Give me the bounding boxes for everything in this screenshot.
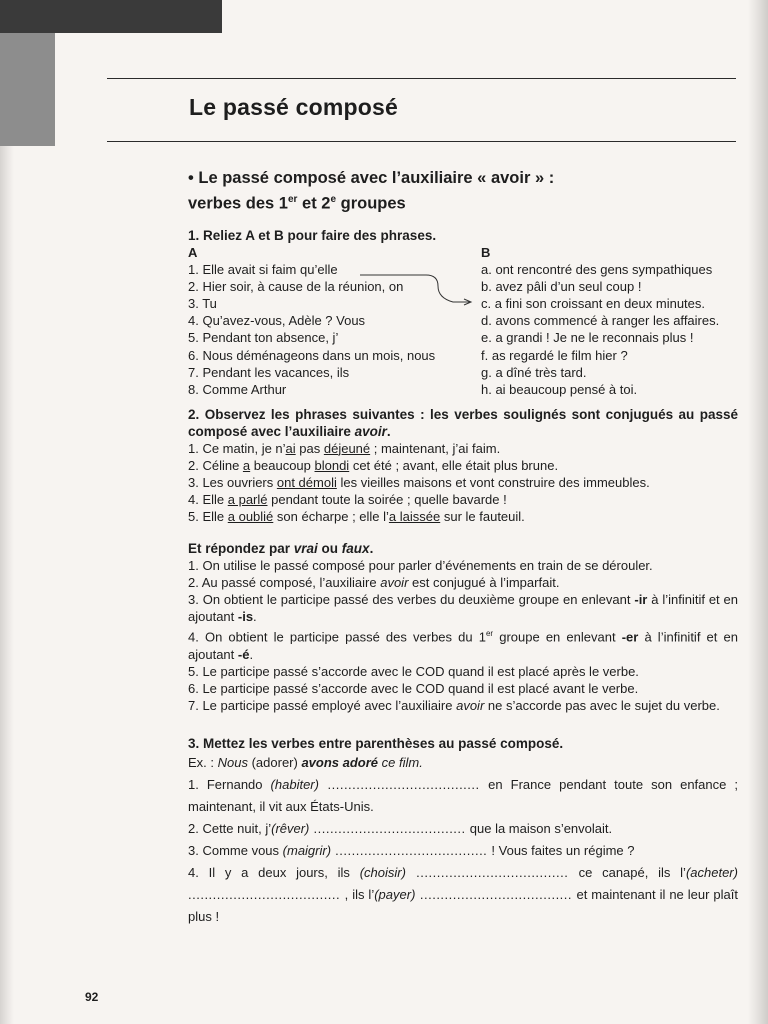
answer-blank[interactable]: ..................................... xyxy=(188,886,345,902)
list-item: b. avez pâli d’un seul coup ! xyxy=(481,278,642,294)
bold-text: -er xyxy=(621,629,639,645)
text: à l’infinitif et en ajoutant xyxy=(188,629,738,662)
exercise-2-title xyxy=(188,406,738,440)
column-a-head: A xyxy=(188,244,198,260)
true-false-list xyxy=(188,557,738,715)
text: 3. On obtient le participe passé des verbes du deuxième groupe en enlevant xyxy=(188,591,635,607)
text: pas xyxy=(295,440,324,456)
text: 5. Elle xyxy=(188,509,228,525)
text: et maintenant il ne leur plaît plus ! xyxy=(188,886,738,924)
list-item: d. avons commencé à ranger les affaires. xyxy=(481,313,720,329)
answer-blank[interactable]: ..................................... xyxy=(318,776,489,792)
text: est conjugué à l’imparfait. xyxy=(408,574,560,590)
page-content xyxy=(188,168,738,928)
text: ce canapé, ils l’ xyxy=(578,864,686,880)
section-title-part: verbes des 1 xyxy=(188,194,288,213)
italic-text: avoir xyxy=(456,698,485,714)
answer-blank[interactable]: ..................................... xyxy=(405,864,579,880)
underlined-verb: a oublié xyxy=(227,509,274,525)
bold-text: -é xyxy=(237,646,250,662)
list-item: 2. Hier soir, à cause de la réunion, on xyxy=(188,278,404,294)
answer-blank[interactable]: ..................................... xyxy=(415,886,577,902)
list-item xyxy=(188,697,738,714)
underlined-verb: a laissée xyxy=(388,509,441,525)
list-item: e. a grandi ! Je ne le reconnais plus ! xyxy=(481,330,694,346)
title-text: . xyxy=(386,423,391,439)
text: (adorer) xyxy=(247,754,302,770)
exercise-3-title: 3. Mettez les verbes entre parenthèses au passé composé. xyxy=(188,735,564,751)
text: 1. Fernando xyxy=(188,776,271,792)
section-title-part: groupes xyxy=(336,194,406,213)
column-b-head: B xyxy=(481,244,491,260)
text: 1. Ce matin, je n’ xyxy=(188,440,286,456)
list-item: 3. Tu xyxy=(188,295,217,311)
text: 2. Céline xyxy=(188,457,243,473)
verb-hint: (habiter) xyxy=(270,776,319,792)
exercise-1-title: 1. Reliez A et B pour faire des phrases. xyxy=(188,227,437,243)
text: ne s’accorde pas avec le sujet du verbe. xyxy=(484,698,720,714)
list-item xyxy=(188,840,738,862)
list-item xyxy=(188,574,738,591)
verb-hint: (maigrir) xyxy=(282,842,332,858)
list-item xyxy=(188,625,738,663)
text: 3. Les ouvriers xyxy=(188,474,277,490)
list-item: 7. Pendant les vacances, ils xyxy=(188,364,350,380)
text: pendant toute la soirée ; quelle bavarde ! xyxy=(267,492,507,508)
underlined-verb: a parlé xyxy=(227,492,268,508)
list-item xyxy=(188,457,738,474)
title-italic: faux xyxy=(341,540,370,556)
underlined-verb: ont démoli xyxy=(276,474,337,490)
list-item: 4. Qu’avez-vous, Adèle ? Vous xyxy=(188,313,366,329)
title-text: . xyxy=(369,540,374,556)
list-item: 6. Le participe passé s’accorde avec le COD quand il est placé avant le verbe. xyxy=(188,681,639,697)
text: en France pendant toute son enfance ; maintenant, il vit aux États-Unis. xyxy=(188,776,738,814)
title-italic: vrai xyxy=(293,540,318,556)
list-item xyxy=(188,508,738,525)
text: , ils l’ xyxy=(344,886,375,902)
page-title: Le passé composé xyxy=(189,94,399,120)
text: 2. Au passé composé, l’auxiliaire xyxy=(188,574,381,590)
page-number: 92 xyxy=(85,990,99,1004)
list-item xyxy=(188,491,738,508)
italic-text: ce film. xyxy=(378,754,423,770)
book-edge-left xyxy=(0,146,14,1024)
example-arrow-icon xyxy=(358,268,478,308)
section-title-line2 xyxy=(188,189,738,215)
answer-blank[interactable]: ..................................... xyxy=(331,842,492,858)
matching-exercise xyxy=(188,244,738,400)
superscript: er xyxy=(485,629,494,639)
text: beaucoup xyxy=(250,457,315,473)
text: cet été ; avant, elle était plus brune. xyxy=(349,457,559,473)
list-item xyxy=(188,774,738,818)
list-item xyxy=(188,862,738,928)
sentence-list xyxy=(188,440,738,526)
text: 2. Cette nuit, j’ xyxy=(188,820,272,836)
text: . xyxy=(249,646,254,662)
text: que la maison s’envolait. xyxy=(469,820,613,836)
list-item: 8. Comme Arthur xyxy=(188,381,287,397)
text: 4. Elle xyxy=(188,492,228,508)
list-item xyxy=(188,474,738,491)
text: 3. Comme vous xyxy=(188,842,283,858)
corner-tab-grey xyxy=(0,33,55,146)
text: 4. Il y a deux jours, ils xyxy=(188,864,360,880)
text: les vieilles maisons et vont construire des immeubles. xyxy=(336,474,650,490)
corner-tab-dark xyxy=(0,0,222,33)
title-rule-top xyxy=(107,78,736,79)
title-text: ou xyxy=(317,540,342,556)
text: 4. On obtient le participe passé des verbes du 1 xyxy=(188,629,486,645)
text: sur le fauteuil. xyxy=(440,509,525,525)
underlined-verb: blondi xyxy=(314,457,350,473)
true-false-title xyxy=(188,540,738,557)
list-item: 1. Elle avait si faim qu’elle xyxy=(188,261,338,277)
list-item: 5. Pendant ton absence, j’ xyxy=(188,330,339,346)
italic-text: avoir xyxy=(380,574,409,590)
section-title-line1: • Le passé composé avec l’auxiliaire « avoir » : xyxy=(188,169,555,187)
list-item xyxy=(188,818,738,840)
verb-hint: (payer) xyxy=(374,886,416,902)
text: à l’infinitif et en ajoutant xyxy=(188,591,738,625)
list-item: 1. On utilise le passé composé pour parler d’événements en train de se dérouler. xyxy=(188,557,653,573)
text: ; maintenant, j’ai faim. xyxy=(370,440,501,456)
section-title xyxy=(188,168,738,215)
superscript: er xyxy=(287,194,298,205)
superscript: e xyxy=(330,194,337,205)
list-item: c. a fini son croissant en deux minutes. xyxy=(481,295,706,311)
list-item xyxy=(188,440,738,457)
list-item: f. as regardé le film hier ? xyxy=(481,347,628,363)
list-item xyxy=(188,591,738,625)
example-line xyxy=(188,752,738,774)
underlined-verb: ai xyxy=(285,440,296,456)
underlined-verb: déjeuné xyxy=(323,440,371,456)
text: son écharpe ; elle l’ xyxy=(273,509,389,525)
list-item: 6. Nous déménageons dans un mois, nous xyxy=(188,347,436,363)
verb-hint: (choisir) xyxy=(359,864,406,880)
text: . xyxy=(253,609,257,625)
section-title-part: et 2 xyxy=(297,194,331,213)
title-text: Et répondez par xyxy=(188,540,294,556)
title-rule-bottom xyxy=(107,141,736,142)
column-b xyxy=(481,244,751,399)
list-item: g. a dîné très tard. xyxy=(481,364,587,380)
text: 7. Le participe passé employé avec l’auxiliaire xyxy=(188,698,457,714)
title-italic: avoir xyxy=(354,423,387,439)
text: Ex. : xyxy=(188,754,218,770)
italic-text: Nous xyxy=(217,754,248,770)
book-edge-right xyxy=(748,0,768,1024)
verb-hint: (acheter) xyxy=(685,864,738,880)
fill-in-list xyxy=(188,752,738,928)
example-answer: avons adoré xyxy=(301,754,379,770)
list-item: 5. Le participe passé s’accorde avec le COD quand il est placé après le verbe. xyxy=(188,664,639,680)
bold-text: -ir xyxy=(634,591,648,607)
answer-blank[interactable]: ..................................... xyxy=(309,820,470,836)
text: ! Vous faites un régime ? xyxy=(491,842,635,858)
bold-text: -is xyxy=(237,609,254,625)
list-item: a. ont rencontré des gens sympathiques xyxy=(481,261,713,277)
title-text: 2. Observez les phrases suivantes : les verbes soulignés sont conjugués au passé composé avec l’auxiliaire xyxy=(188,406,738,439)
list-item: h. ai beaucoup pensé à toi. xyxy=(481,381,638,397)
text: groupe en enlevant xyxy=(493,629,622,645)
verb-hint: (rêver) xyxy=(271,820,310,836)
underlined-verb: a xyxy=(242,457,251,473)
